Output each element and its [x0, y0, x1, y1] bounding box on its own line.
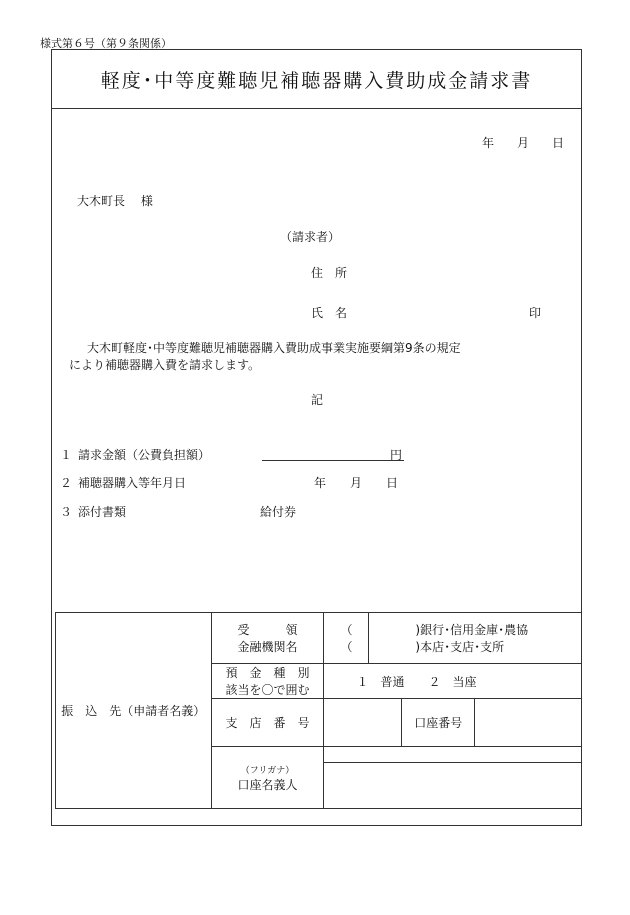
item-3-number: ３	[60, 505, 73, 519]
form-frame	[51, 49, 582, 826]
name-label: 氏 名	[311, 306, 348, 320]
bank-transfer-table	[55, 612, 582, 809]
receiver-label-line2: 金融機関名	[237, 640, 298, 654]
deposit-options[interactable]: １ 普通 ２ 当座	[324, 664, 582, 699]
branch-number-label: 支 店 番 号	[211, 699, 324, 747]
date-month: 月	[517, 136, 530, 150]
branch-number-field[interactable]	[324, 699, 402, 747]
account-holder-label: 口座名義人	[237, 777, 298, 792]
furigana-field[interactable]	[324, 747, 582, 763]
item-3-label: 添付書類	[78, 505, 127, 519]
requester-label: （請求者）	[280, 230, 341, 244]
date-day: 日	[552, 136, 565, 150]
account-holder-label-cell	[211, 747, 324, 809]
deposit-label-line2: 該当を〇で囲む	[225, 683, 310, 697]
branch-types: )本店･支店･支所	[415, 640, 505, 654]
bank-paren-1: （	[340, 623, 353, 637]
purchase-day: 日	[386, 476, 399, 490]
form-title: 軽度･中等度難聴児補聴器購入費助成金請求書	[52, 50, 581, 109]
receiver-bank-label	[211, 613, 324, 664]
yen-unit: 円	[389, 448, 402, 462]
body-text-line2: により補聴器購入費を請求します。	[69, 358, 261, 372]
body-text-line1: 大木町軽度･中等度難聴児補聴器購入費助成事業実施要綱第9条の規定	[87, 341, 461, 355]
bank-name-paren-cell[interactable]	[324, 613, 369, 664]
item-2-number: ２	[60, 476, 73, 490]
account-number-field[interactable]	[475, 699, 582, 747]
bank-type-cell[interactable]	[369, 613, 582, 664]
ki-heading: 記	[311, 393, 324, 407]
attachment-value: 給付券	[260, 505, 297, 519]
purchase-month: 月	[350, 476, 363, 490]
receiver-label-line1: 受 領	[237, 623, 298, 637]
account-number-label: 口座番号	[402, 699, 475, 747]
deposit-label-line1: 預 金 種 別	[225, 666, 310, 680]
date-year: 年	[482, 136, 495, 150]
bank-paren-2: （	[340, 640, 353, 654]
purchase-year: 年	[314, 476, 327, 490]
item-1-label: 請求金額（公費負担額）	[78, 448, 211, 462]
address-label: 住 所	[311, 266, 348, 280]
addressee: 大木町長 様	[77, 194, 153, 208]
furigana-label: （フリガナ）	[240, 765, 295, 776]
transfer-destination-label: 振 込 先（申請者名義）	[56, 613, 212, 809]
bank-types: )銀行･信用金庫･農協	[415, 623, 529, 637]
account-holder-field[interactable]	[324, 763, 582, 809]
seal-mark: 印	[529, 306, 542, 320]
item-2-label: 補聴器購入等年月日	[78, 476, 187, 490]
amount-field[interactable]	[262, 446, 404, 461]
deposit-type-label	[211, 664, 324, 699]
item-1-number: １	[60, 448, 73, 462]
form-number: 様式第６号（第９条関係）	[40, 37, 172, 50]
